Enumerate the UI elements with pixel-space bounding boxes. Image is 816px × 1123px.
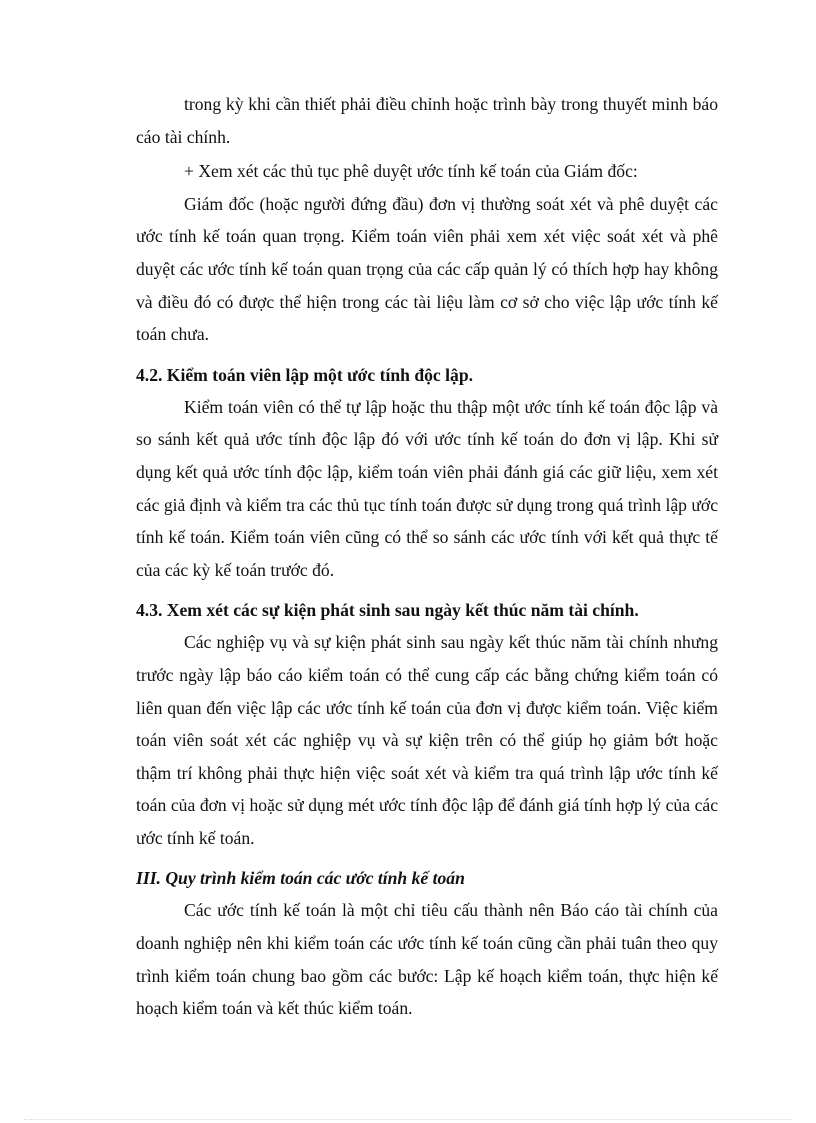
heading-4-3: 4.3. Xem xét các sự kiện phát sinh sau ngày kết thúc năm tài chính. [136, 600, 639, 621]
page-bottom-divider [24, 1119, 792, 1120]
paragraph-subsequent-events: Các nghiệp vụ và sự kiện phát sinh sau ngày kết thúc năm tài chính nhưng trước ngày lập báo cáo kiểm toán có thể cung cấp các bằng chứng kiểm toán có liên quan đến việc lập các ước tính kế toán của đơn vị được kiểm toán. Việc kiểm toán viên soát xét các nghiệp vụ và sự kiện trên có thể giúp họ giảm bớt hoặc thậm trí không phải thực hiện việc soát xét và kiểm tra quá trình lập ước tính kế toán của đơn vị hoặc sử dụng mét ước tính độc lập để đánh giá tính hợp lý của các ước tính kế toán. [136, 632, 718, 848]
paragraph-continuation: trong kỳ khi cần thiết phải điều chỉnh hoặc trình bày trong thuyết minh báo cáo tài chính. [136, 94, 718, 147]
paragraph-audit-process: Các ước tính kế toán là một chỉ tiêu cấu thành nên Báo cáo tài chính của doanh nghiệp nên khi kiểm toán các ước tính kế toán cũng cần phải tuân theo quy trình kiểm toán chung bao gồm các bước: Lập kế hoạch kiểm toán, thực hiện kế hoạch kiểm toán và kết thúc kiểm toán. [136, 900, 718, 1019]
heading-section-iii: III. Quy trình kiểm toán các ước tính kế toán [136, 868, 465, 889]
paragraph-director-approval: Giám đốc (hoặc người đứng đầu) đơn vị thường soát xét và phê duyệt các ước tính kế toán quan trọng. Kiểm toán viên phải xem xét việc soát xét và phê duyệt các ước tính kế toán quan trọng của các cấp quản lý có thích hợp hay không và điều đó có được thể hiện trong các tài liệu làm cơ sở cho việc lập ước tính kế toán chưa. [136, 193, 718, 345]
spacer [136, 854, 718, 862]
spacer [136, 351, 718, 359]
spacer [136, 586, 718, 594]
heading-4-2: 4.2. Kiểm toán viên lập một ước tính độc lập. [136, 364, 473, 385]
bullet-approval-procedures: + Xem xét các thủ tục phê duyệt ước tính kế toán của Giám đốc: [184, 161, 638, 182]
document-page [136, 88, 718, 1025]
paragraph-independent-estimate: Kiểm toán viên có thể tự lập hoặc thu thập một ước tính kế toán độc lập và so sánh kết quả ước tính độc lập đó với ước tính kế toán do đơn vị lập. Khi sử dụng kết quả ước tính độc lập, kiểm toán viên phải đánh giá các giữ liệu, xem xét các giả định và kiểm tra các thủ tục tính toán được sử dụng trong quá trình lập ước tính kế toán. Kiểm toán viên cũng có thể so sánh các ước tính với kết quả thực tế của các kỳ kế toán trước đó. [136, 396, 718, 580]
